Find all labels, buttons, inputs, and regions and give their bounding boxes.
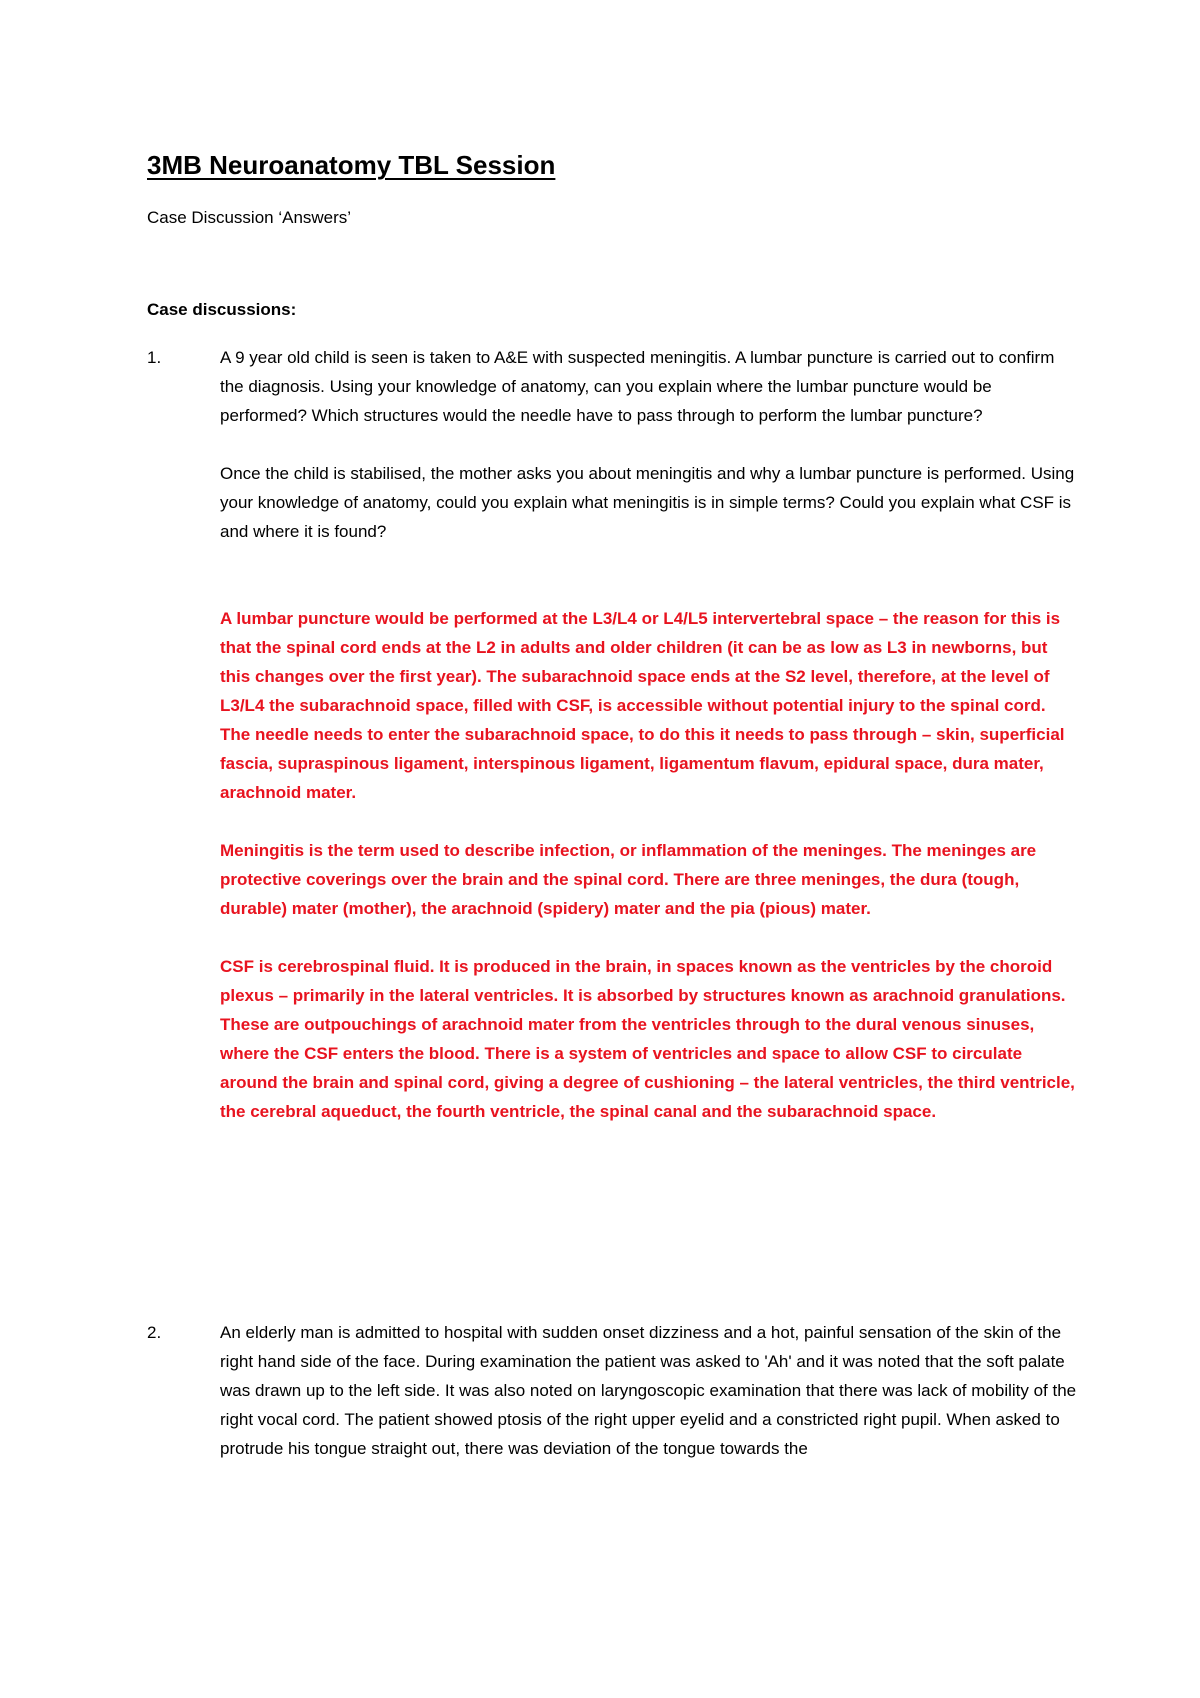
section-heading: Case discussions:: [147, 300, 297, 319]
case-number: 1.: [147, 348, 162, 367]
document-title: 3MB Neuroanatomy TBL Session: [147, 150, 556, 180]
case-answer-paragraph: Meningitis is the term used to describe infection, or inflammation of the meninges. The meninges are protective coverings over the brain and the spinal cord. There are three meninges, the dura (tough, durable) mater (mother), the arachnoid (spidery) mater and the pia (pious) mater.: [220, 841, 1037, 918]
document-subtitle: Case Discussion ‘Answers’: [147, 208, 352, 227]
case-question-paragraph: An elderly man is admitted to hospital with sudden onset dizziness and a hot, painful sensation of the skin of the right hand side of the face. During examination the patient was asked to 'Ah' and it was noted that the soft palate was drawn up to the left side. It was also noted on laryngoscopic examination that there was lack of mobility of the right vocal cord. The patient showed ptosis of the right upper eyelid and a constricted right pupil. When asked to protrude his tongue straight out, there was deviation of the tongue towards the: [220, 1323, 1077, 1458]
case-answer-paragraph: A lumbar puncture would be performed at the L3/L4 or L4/L5 intervertebral space – the reason for this is that the spinal cord ends at the L2 in adults and older children (it can be as low as L3 in newborns, but this changes over the first year). The subarachnoid space ends at the S2 level, therefore, at the level of L3/L4 the subarachnoid space, filled with CSF, is accessible without potential injury to the spinal cord. The needle needs to enter the subarachnoid space, to do this it needs to pass through – skin, superficial fascia, supraspinous ligament, interspinous ligament, ligamentum flavum, epidural space, dura mater, arachnoid mater.: [220, 609, 1065, 802]
case-answer-paragraph: CSF is cerebrospinal fluid. It is produced in the brain, in spaces known as the ventricles by the choroid plexus – primarily in the lateral ventricles. It is absorbed by structures known as arachnoid granulations. These are outpouchings of arachnoid mater from the ventricles through to the dural venous sinuses, where the CSF enters the blood. There is a system of ventricles and space to allow CSF to circulate around the brain and spinal cord, giving a degree of cushioning – the lateral ventricles, the third ventricle, the cerebral aqueduct, the fourth ventricle, the spinal canal and the subarachnoid space.: [220, 957, 1075, 1121]
case-question-paragraph: Once the child is stabilised, the mother asks you about meningitis and why a lumbar puncture is performed. Using your knowledge of anatomy, could you explain what meningitis is in simple terms? Could you explain what CSF is and where it is found?: [220, 464, 1075, 541]
case-item-2: [147, 1318, 1087, 1463]
case-body: [220, 1318, 1080, 1463]
case-number: 2.: [147, 1323, 162, 1342]
case-body: [220, 343, 1080, 1126]
case-question-paragraph: A 9 year old child is seen is taken to A&E with suspected meningitis. A lumbar puncture is carried out to confirm the diagnosis. Using your knowledge of anatomy, can you explain where the lumbar puncture would be performed? Which structures would the needle have to pass through to perform the lumbar puncture?: [220, 348, 1055, 425]
case-item-1: [147, 343, 1087, 1126]
